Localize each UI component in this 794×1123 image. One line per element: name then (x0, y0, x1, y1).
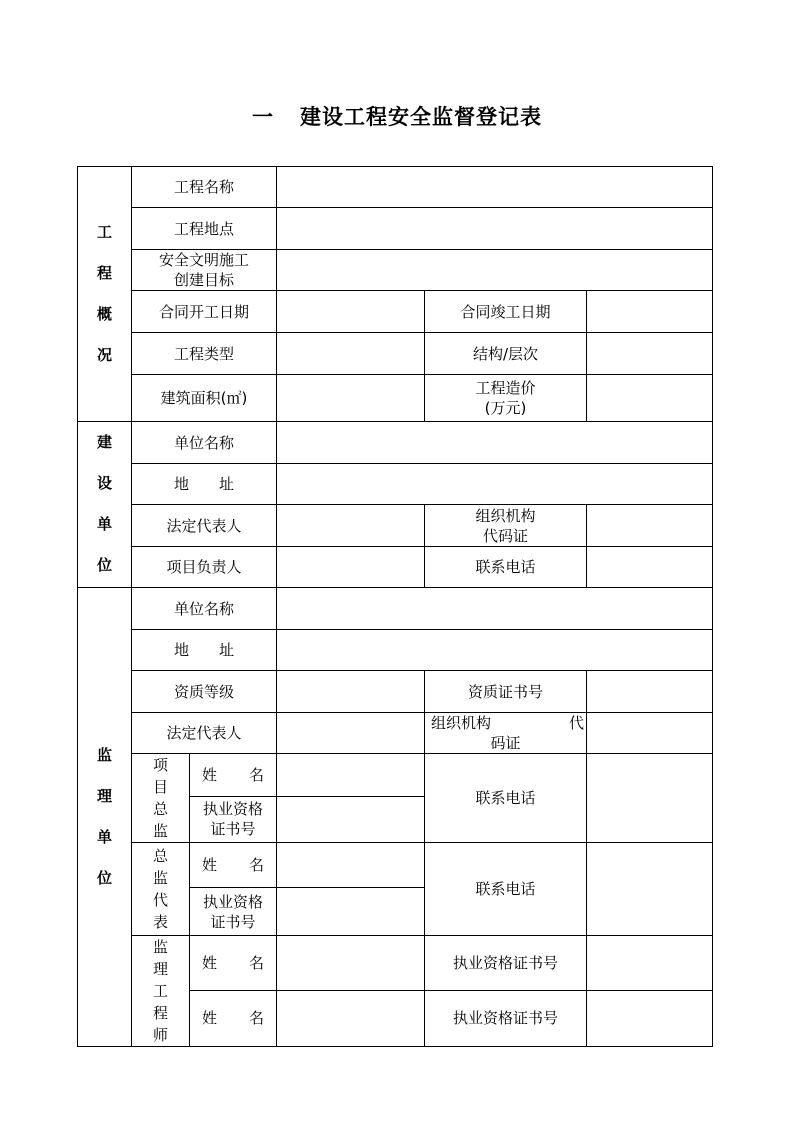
supervisor-legal-label: 法定代表人 (132, 713, 277, 754)
chief-cert-field[interactable] (277, 796, 425, 842)
engineer2-name-label-b: 名 (249, 1009, 265, 1028)
supervisor-address-field[interactable] (277, 630, 713, 671)
deputy-name-label (190, 843, 277, 888)
deputy-cert-label-line1: 执业资格 (203, 892, 264, 911)
deputy-cert-label-line2: 证书号 (210, 912, 256, 931)
supervisor-org-code-label-b: 代 (569, 714, 585, 732)
safety-goal-field[interactable] (277, 250, 713, 291)
engineer-label: 监理工程师 (132, 936, 190, 1047)
project-location-field[interactable] (277, 208, 713, 250)
supervisor-unit-label: 单位名称 (132, 588, 277, 630)
owner-unit-label: 单位名称 (132, 422, 277, 464)
chief-cert-label (190, 796, 277, 842)
owner-manager-field[interactable] (277, 547, 425, 588)
section-project-overview (78, 167, 132, 422)
engineer1-cert-label: 执业资格证书号 (425, 936, 587, 991)
section-supervisor-label: 监理单位 (97, 746, 113, 887)
chief-phone-label: 联系电话 (425, 754, 587, 843)
supervisor-org-code-label (425, 713, 587, 754)
structure-label: 结构/层次 (425, 333, 587, 375)
deputy-supervisor-label: 总监代表 (132, 843, 190, 936)
safety-goal-label-line2: 创建目标 (174, 271, 235, 289)
supervisor-unit-field[interactable] (277, 588, 713, 630)
safety-goal-label-line1: 安全文明施工 (159, 251, 250, 269)
chief-name-label-b: 名 (249, 765, 265, 784)
engineer2-name-label (190, 990, 277, 1046)
chief-cert-label-line1: 执业资格 (203, 800, 264, 819)
supervisor-org-code-field[interactable] (587, 713, 713, 754)
qualification-label: 资质等级 (132, 671, 277, 713)
engineer1-name-label (190, 936, 277, 991)
deputy-cert-field[interactable] (277, 888, 425, 936)
deputy-phone-field[interactable] (587, 843, 713, 936)
deputy-name-label-a: 姓 (202, 856, 218, 874)
engineer1-name-label-b: 名 (249, 953, 265, 972)
section-owner-label: 建设单位 (97, 433, 113, 574)
owner-org-code-label (425, 505, 587, 547)
chief-cert-label-line2: 证书号 (210, 820, 256, 839)
owner-org-code-label-line1: 组织机构 (475, 506, 536, 525)
owner-phone-label: 联系电话 (425, 547, 587, 588)
supervisor-address-label (132, 630, 277, 671)
building-area-field[interactable] (277, 375, 425, 422)
deputy-name-label-b: 名 (249, 856, 265, 874)
contract-start-field[interactable] (277, 291, 425, 333)
engineer2-name-field[interactable] (277, 990, 425, 1046)
engineer1-cert-field[interactable] (587, 936, 713, 991)
engineer2-cert-field[interactable] (587, 990, 713, 1046)
supervisor-legal-field[interactable] (277, 713, 425, 754)
owner-org-code-label-line2: 代码证 (483, 526, 529, 545)
registration-form-table (77, 166, 713, 1047)
owner-legal-field[interactable] (277, 505, 425, 547)
deputy-cert-label (190, 888, 277, 936)
chief-name-field[interactable] (277, 754, 425, 797)
project-name-field[interactable] (277, 167, 713, 208)
owner-phone-field[interactable] (587, 547, 713, 588)
section-supervisor (78, 588, 132, 1047)
qualification-field[interactable] (277, 671, 425, 713)
project-cost-label-line1: 工程造价 (475, 379, 536, 397)
qualification-cert-label: 资质证书号 (425, 671, 587, 713)
contract-start-label: 合同开工日期 (132, 291, 277, 333)
section-project-label: 工程概况 (97, 223, 113, 364)
deputy-phone-label: 联系电话 (425, 843, 587, 936)
contract-end-label: 合同竣工日期 (425, 291, 587, 333)
qualification-cert-field[interactable] (587, 671, 713, 713)
title-number: 一 (252, 104, 274, 129)
engineer2-name-label-a: 姓 (202, 1009, 218, 1028)
project-cost-field[interactable] (587, 375, 713, 422)
owner-manager-label: 项目负责人 (132, 547, 277, 588)
page-title (0, 101, 794, 131)
owner-address-field[interactable] (277, 464, 713, 505)
supervisor-address-label-b: 址 (219, 641, 235, 659)
safety-goal-label (132, 250, 277, 291)
engineer2-cert-label: 执业资格证书号 (425, 990, 587, 1046)
engineer1-name-label-a: 姓 (202, 953, 218, 972)
supervisor-org-code-label-a: 组织机构 (431, 714, 492, 732)
project-type-label: 工程类型 (132, 333, 277, 375)
owner-address-label-b: 址 (219, 475, 235, 493)
section-owner (78, 422, 132, 588)
project-name-label: 工程名称 (132, 167, 277, 208)
project-cost-label (425, 375, 587, 422)
chief-phone-field[interactable] (587, 754, 713, 843)
owner-address-label (132, 464, 277, 505)
title-text: 建设工程安全监督登记表 (300, 104, 542, 129)
owner-address-label-a: 地 (173, 475, 189, 493)
project-location-label: 工程地点 (132, 208, 277, 250)
owner-unit-field[interactable] (277, 422, 713, 464)
supervisor-address-label-a: 地 (173, 641, 189, 659)
supervisor-org-code-label-c: 码证 (490, 734, 521, 752)
project-cost-label-line2: (万元) (484, 399, 527, 417)
owner-org-code-field[interactable] (587, 505, 713, 547)
contract-end-field[interactable] (587, 291, 713, 333)
project-type-field[interactable] (277, 333, 425, 375)
owner-legal-label: 法定代表人 (132, 505, 277, 547)
building-area-label: 建筑面积(㎡) (132, 375, 277, 422)
chief-name-label-a: 姓 (202, 765, 218, 784)
structure-field[interactable] (587, 333, 713, 375)
engineer1-name-field[interactable] (277, 936, 425, 991)
chief-supervisor-label: 项目总监 (132, 754, 190, 843)
deputy-name-field[interactable] (277, 843, 425, 888)
chief-name-label (190, 754, 277, 797)
